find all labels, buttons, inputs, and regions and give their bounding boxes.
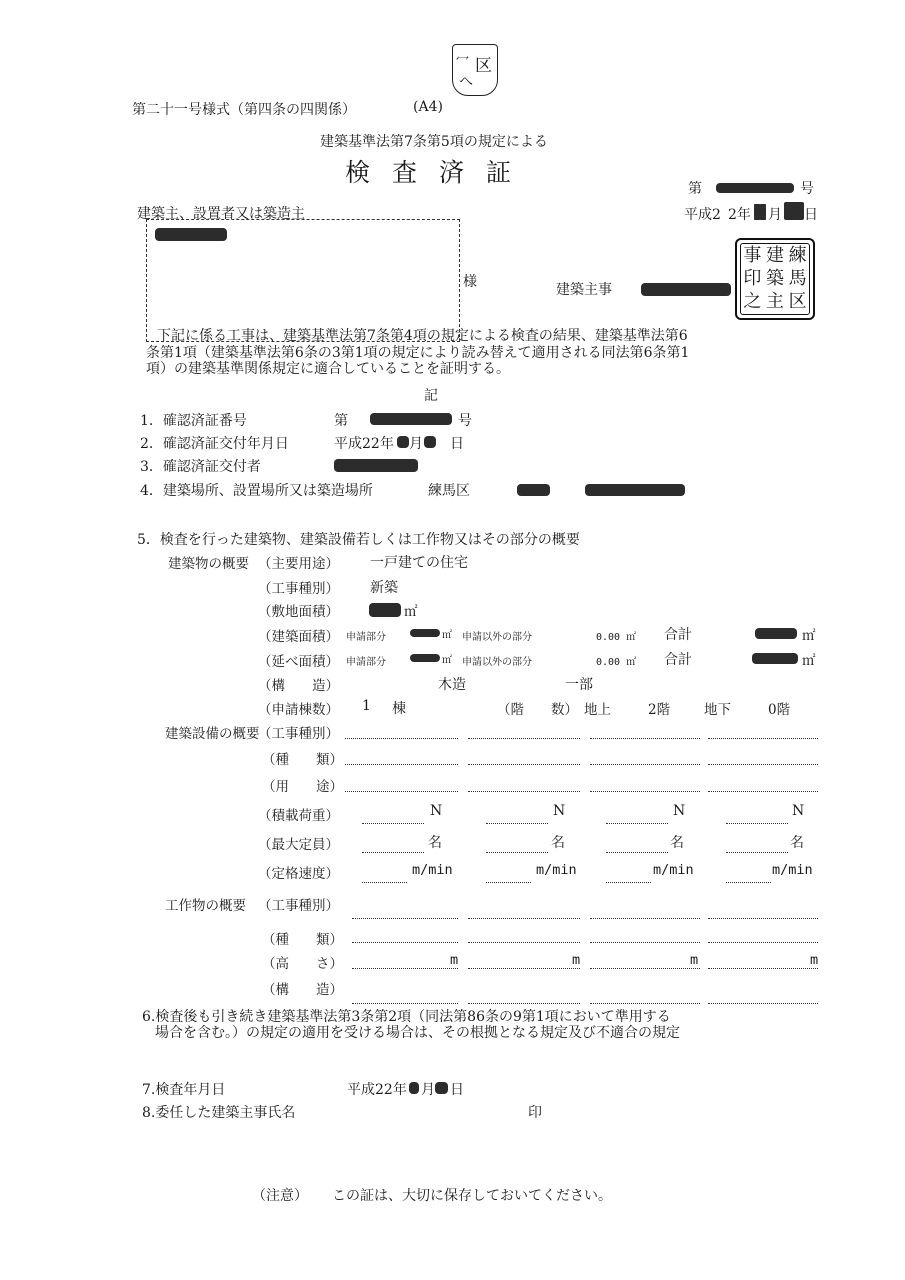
- equipment-heading: 建築設備の概要: [165, 726, 260, 742]
- structure-partial: 一部: [565, 677, 593, 693]
- cert-date-year: 2年: [728, 207, 751, 223]
- item4-label: 4．建築場所、設置場所又は築造場所: [140, 483, 373, 499]
- redacted-site-area: [369, 603, 401, 617]
- input-line: [726, 823, 788, 824]
- total-label: 合計: [664, 652, 692, 668]
- floors-label: （階 数）: [497, 702, 578, 718]
- item7-day: 日: [450, 1082, 464, 1098]
- building-count-value: 1: [362, 698, 371, 714]
- capacity-unit: 名: [428, 835, 442, 851]
- item6-line-1: 6.検査後も引き続き建築基準法第3条第2項（同法第86条の9第1項において準用する: [142, 1009, 671, 1025]
- input-line: [590, 764, 700, 765]
- receipt-stamp: 冖 区 へ: [452, 44, 498, 96]
- input-line: [708, 1003, 818, 1004]
- redacted-cert-number: [716, 183, 794, 193]
- site-area-unit: ㎡: [404, 604, 418, 620]
- height-unit: m: [810, 952, 819, 968]
- statement-line-2: 条第1項（建築基準法第6条の3第1項の規定により読み替えて適用される同法第6条第1: [146, 345, 690, 361]
- other-part-value: 0.00 ㎡: [596, 657, 637, 668]
- other-part-label: 申請以外の部分: [462, 632, 532, 643]
- input-line: [362, 823, 424, 824]
- input-line: [345, 738, 458, 739]
- input-line: [352, 968, 458, 969]
- seal-char: 築: [765, 267, 784, 289]
- redacted-address-2: [585, 484, 685, 496]
- item7-label: 7.検査年月日: [142, 1082, 226, 1098]
- redacted-month: [409, 1082, 419, 1094]
- input-line: [708, 791, 818, 792]
- input-line: [352, 942, 458, 943]
- input-line: [606, 823, 668, 824]
- equipment-row-label: （定格速度）: [258, 866, 339, 882]
- use-label: （主要用途）: [258, 556, 339, 572]
- input-line: [708, 942, 818, 943]
- form-number: 第二十一号様式（第四条の四関係）: [132, 102, 356, 118]
- official-seal: [735, 238, 815, 320]
- unit: ㎡: [802, 628, 816, 644]
- input-line: [352, 1003, 458, 1004]
- capacity-unit: 名: [551, 835, 565, 851]
- applied-part-label: 申請部分: [346, 632, 386, 643]
- redacted-applied-area: [410, 629, 440, 637]
- item1-prefix: 第: [334, 413, 348, 429]
- item6-line-2: 場合を含む。）の規定の適用を受ける場合は、その根拠となる規定及び不適合の規定: [155, 1025, 680, 1041]
- item8-label: 8.委任した建築主事氏名: [142, 1105, 296, 1121]
- seal-char: 区: [788, 291, 807, 313]
- statement-line-3: 項）の建築基準関係規定に適合していることを証明する。: [146, 361, 510, 377]
- input-line: [345, 791, 458, 792]
- total-label: 合計: [664, 627, 692, 643]
- other-part-label: 申請以外の部分: [462, 657, 532, 668]
- height-unit: m: [572, 952, 581, 968]
- structure-row-label: （種 類）: [262, 932, 343, 948]
- equipment-row-label: （最大定員）: [258, 837, 339, 853]
- structure-row-label: （工事種別）: [258, 898, 339, 914]
- item1-suffix: 号: [458, 413, 472, 429]
- item7-year: 平成22年: [347, 1082, 407, 1098]
- load-unit: N: [673, 803, 686, 819]
- building-count-label: （申請棟数）: [258, 702, 339, 718]
- item2-month: 月: [409, 436, 423, 452]
- input-line: [352, 918, 458, 919]
- input-line: [606, 852, 668, 853]
- height-unit: m: [690, 952, 699, 968]
- item3-label: 3．確認済証交付者: [140, 459, 261, 475]
- ki-heading: 記: [424, 388, 438, 404]
- speed-unit: m/min: [412, 862, 453, 878]
- load-unit: N: [553, 803, 566, 819]
- seal-char: 印: [743, 267, 762, 289]
- item5-label: 5．検査を行った建築物、建築設備若しくは工作物又はその部分の概要: [137, 532, 580, 548]
- input-line: [486, 852, 548, 853]
- building-area-label: （建築面積）: [258, 629, 339, 645]
- capacity-unit: 名: [670, 835, 684, 851]
- use-value: 一戸建ての住宅: [370, 555, 468, 571]
- building-count-unit: 棟: [392, 701, 406, 717]
- redacted-total-floor-area: [752, 653, 798, 664]
- input-line: [590, 968, 700, 969]
- redacted-month: [397, 436, 409, 448]
- structure-row-label: （構 造）: [262, 982, 343, 998]
- paper-size: (A4): [413, 99, 443, 115]
- input-line: [708, 918, 818, 919]
- redacted-day: [784, 202, 804, 220]
- speed-unit: m/min: [536, 862, 577, 878]
- statement-line-1: 下記に係る工事は、建築基準法第7条第4項の規定による検査の結果、建築基準法第6: [157, 328, 688, 344]
- above-ground-label: 地上: [584, 702, 611, 718]
- above-ground-value: 2階: [648, 702, 671, 718]
- seal-char: 建: [765, 244, 784, 266]
- seal-char: 之: [743, 291, 762, 313]
- input-line: [468, 968, 580, 969]
- site-area-label: （敷地面積）: [258, 604, 339, 620]
- input-line: [590, 738, 700, 739]
- cert-date-era: 平成2: [684, 207, 721, 223]
- redacted-day: [424, 436, 436, 448]
- item2-year: 平成22年: [334, 436, 394, 452]
- input-line: [590, 791, 700, 792]
- seal-char: 事: [743, 244, 762, 266]
- note-label: （注意）: [252, 1188, 308, 1204]
- speed-unit: m/min: [653, 862, 694, 878]
- capacity-unit: 名: [790, 835, 804, 851]
- document-title: 検査済証: [345, 158, 534, 187]
- seal-mark: 印: [528, 1105, 542, 1121]
- redacted-month: [754, 204, 766, 220]
- cert-date-month: 月: [768, 207, 782, 223]
- input-line: [590, 1003, 700, 1004]
- redacted-confirmation-number: [370, 413, 452, 425]
- input-line: [726, 882, 771, 883]
- item1-label: 1．確認済証番号: [140, 413, 247, 429]
- structure-value: 木造: [438, 677, 466, 693]
- equipment-row-label: （工事種別）: [258, 726, 339, 742]
- speed-unit: m/min: [772, 862, 813, 878]
- redacted-address-1: [517, 484, 550, 496]
- other-part-value: 0.00 ㎡: [596, 632, 637, 643]
- item2-label: 2．確認済証交付年月日: [140, 436, 289, 452]
- input-line: [606, 882, 651, 883]
- input-line: [362, 852, 424, 853]
- seal-char: 練: [788, 244, 807, 266]
- seal-char: 馬: [788, 267, 807, 289]
- redacted-issuer: [334, 459, 418, 472]
- input-line: [362, 882, 407, 883]
- redacted-day: [435, 1082, 448, 1094]
- cert-number-prefix: 第: [688, 181, 702, 197]
- work-type-label: （工事種別）: [258, 581, 339, 597]
- input-line: [708, 764, 818, 765]
- input-line: [708, 968, 818, 969]
- input-line: [590, 918, 700, 919]
- item7-month: 月: [421, 1082, 435, 1098]
- input-line: [345, 764, 458, 765]
- load-unit: N: [430, 803, 443, 819]
- official-label: 建築主事: [556, 282, 612, 298]
- input-line: [708, 738, 818, 739]
- input-line: [590, 942, 700, 943]
- cert-date-day: 日: [804, 207, 818, 223]
- owner-label: 建築主、設置者又は築造主: [137, 206, 305, 222]
- applied-part-label: 申請部分: [346, 657, 386, 668]
- work-type-value: 新築: [370, 580, 398, 596]
- building-heading: 建築物の概要: [168, 556, 249, 572]
- item4-ward: 練馬区: [428, 483, 470, 499]
- floor-area-label: （延べ面積）: [258, 654, 339, 670]
- input-line: [468, 764, 580, 765]
- unit: ㎡: [442, 630, 452, 641]
- input-line: [468, 791, 580, 792]
- note-text: この証は、大切に保存しておいてください。: [332, 1188, 612, 1204]
- equipment-row-label: （種 類）: [262, 752, 343, 768]
- input-line: [486, 882, 531, 883]
- redacted-official-name: [641, 283, 731, 296]
- below-ground-label: 地下: [704, 702, 731, 718]
- unit: ㎡: [442, 655, 452, 666]
- equipment-row-label: （用 途）: [262, 779, 343, 795]
- input-line: [486, 823, 548, 824]
- input-line: [726, 852, 788, 853]
- input-line: [468, 942, 580, 943]
- height-unit: m: [450, 952, 459, 968]
- redacted-applied-floor-area: [410, 654, 440, 662]
- structure-row-label: （高 さ）: [262, 956, 343, 972]
- structure-label: （構 造）: [258, 678, 339, 694]
- input-line: [468, 918, 580, 919]
- equipment-row-label: （積載荷重）: [258, 808, 339, 824]
- unit: ㎡: [802, 653, 816, 669]
- input-line: [468, 738, 580, 739]
- redacted-owner-name: [155, 228, 227, 241]
- cert-number-suffix: 号: [800, 181, 814, 197]
- structure-heading: 工作物の概要: [165, 898, 246, 914]
- item2-day: 日: [450, 436, 464, 452]
- redacted-total-area: [755, 628, 797, 639]
- owner-honorific: 様: [463, 274, 477, 290]
- below-ground-value: 0階: [768, 702, 791, 718]
- input-line: [468, 1003, 580, 1004]
- seal-char: 主: [765, 291, 784, 313]
- load-unit: N: [792, 803, 805, 819]
- legal-basis: 建築基準法第7条第5項の規定による: [320, 134, 548, 150]
